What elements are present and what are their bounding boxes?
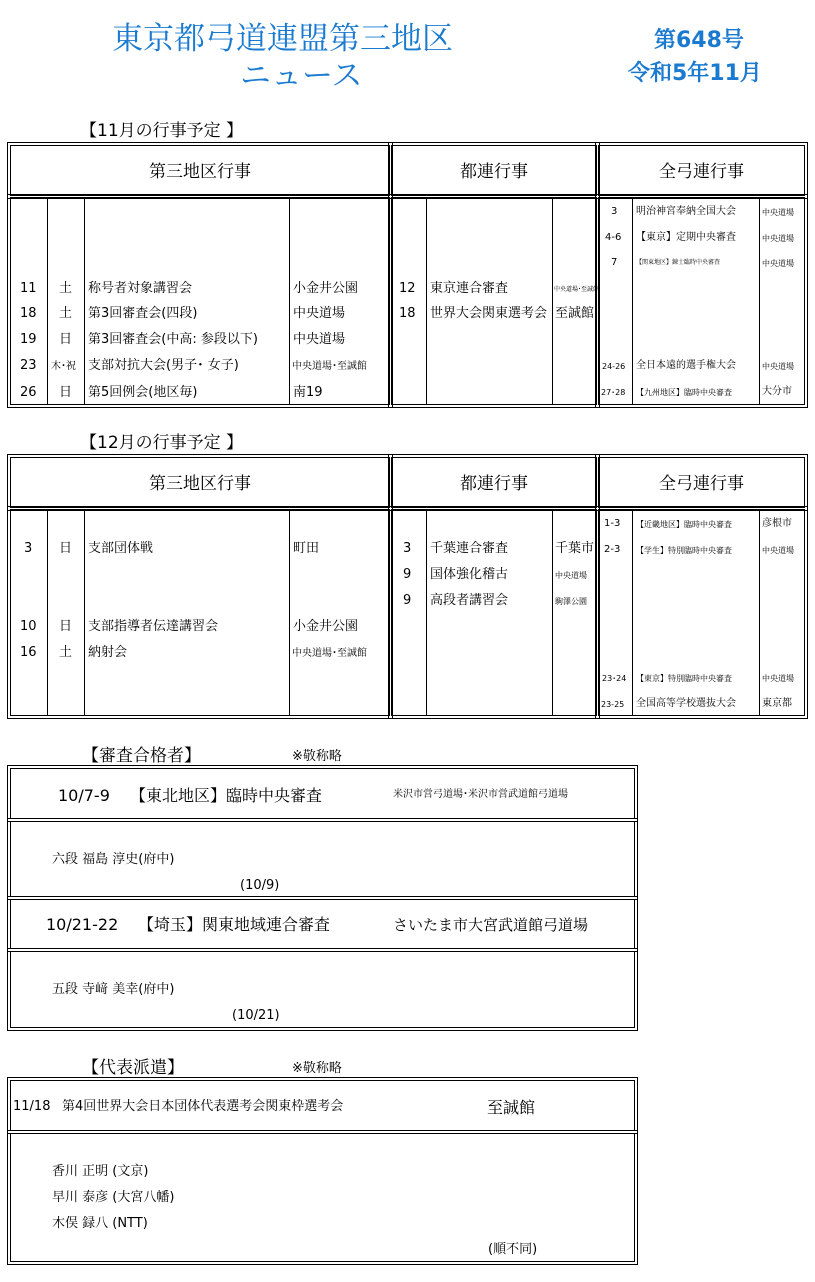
row-event: 全日本遠的選手権大会 [636, 360, 736, 371]
row-day: 23 [20, 358, 37, 373]
row-place: 町田 [293, 541, 320, 556]
nov-heading: 【11月の行事予定 】 [80, 121, 244, 141]
row-dow: 土 [59, 281, 73, 296]
issue-date: 令和5年11月 [628, 61, 762, 86]
row-day: 10 [20, 619, 37, 634]
exam-block-2-person: 五段 寺﨑 美幸(府中) [52, 982, 175, 997]
row-dow: 木･祝 [51, 361, 76, 372]
row-place: 中央道場 [293, 332, 346, 347]
row-day: 27･28 [601, 388, 626, 397]
newsletter-title-line1: 東京都弓道連盟第三地区 [112, 21, 453, 57]
row-place: 南19 [293, 385, 323, 400]
rep-date: 11/18 [13, 1099, 51, 1114]
row-day: 11 [20, 281, 37, 296]
newsletter-title-line2: ニュース [240, 58, 363, 94]
row-event: 世界大会関東選考会 [430, 306, 548, 321]
row-day: 3 [403, 541, 412, 556]
dec-col-national-header: 全弓連行事 [659, 474, 744, 494]
row-event: 国体強化稽古 [430, 567, 509, 582]
row-day: 7 [611, 257, 618, 268]
row-day: 23･24 [602, 674, 627, 683]
row-event: 東京連合審査 [430, 281, 509, 296]
row-event: 【近畿地区】臨時中央審査 [636, 520, 732, 529]
row-day: 23-25 [601, 700, 625, 709]
exam-block-1-title: 【東北地区】臨時中央審査 [130, 786, 323, 805]
row-place: 中央道場 [293, 306, 346, 321]
row-day: 24-26 [602, 362, 626, 371]
row-place: 中央道場 [762, 362, 794, 371]
nov-col-national-header: 全弓連行事 [659, 162, 744, 182]
row-day: 3 [24, 541, 33, 556]
row-place: 駒澤公園 [555, 597, 587, 606]
row-event: 支部団体戦 [88, 541, 154, 556]
exam-heading: 【審査合格者】 [82, 746, 201, 766]
dec-col-local-header: 第三地区行事 [149, 474, 251, 494]
row-place: 彦根市 [762, 518, 792, 529]
row-place: 小金井公園 [293, 281, 359, 296]
exam-block-1-venue: 米沢市営弓道場･米沢市営武道館弓道場 [393, 789, 568, 800]
exam-block-2-venue: さいたま市大宮武道館弓道場 [393, 916, 589, 934]
row-place: 中央道場 [762, 674, 794, 683]
rep-person: 香川 正明 (文京) [52, 1164, 149, 1179]
row-place: 中央道場･至誠館 [554, 286, 600, 293]
row-day: 3 [611, 206, 618, 217]
row-event: 千葉連合審査 [430, 541, 509, 556]
issue-number: 第648号 [654, 28, 744, 53]
row-event: 支部指導者伝達講習会 [88, 619, 219, 634]
dec-heading: 【12月の行事予定 】 [80, 433, 244, 453]
nov-col-metro-header: 都連行事 [460, 162, 528, 182]
row-dow: 日 [59, 619, 73, 634]
row-event: 称号者対象講習会 [88, 281, 193, 296]
row-place: 中央道場 [762, 234, 794, 243]
row-dow: 日 [59, 385, 73, 400]
row-day: 12 [399, 281, 416, 296]
row-event: 【九州地区】臨時中央審査 [636, 388, 732, 397]
row-place: 中央道場 [762, 259, 794, 268]
row-place: 中央道場 [762, 208, 794, 217]
row-dow: 日 [59, 541, 73, 556]
row-event: 支部対抗大会(男子･ 女子) [88, 358, 239, 373]
row-event: 高段者講習会 [430, 593, 509, 608]
row-place: 中央道場 [762, 546, 794, 555]
row-event: 【学生】特別臨時中央審査 [636, 546, 732, 555]
row-day: 26 [20, 385, 37, 400]
row-place: 千葉市 [555, 541, 595, 556]
exam-block-2-title: 【埼玉】関東地域連合審査 [138, 915, 331, 934]
row-place: 中央道場 [555, 571, 587, 580]
row-event: 【東京】定期中央審査 [636, 232, 736, 243]
row-day: 18 [399, 306, 416, 321]
rep-note: ※敬称略 [292, 1061, 342, 1076]
row-event: 第3回審査会(四段) [88, 306, 198, 321]
row-day: 18 [20, 306, 37, 321]
row-event: 明治神宮奉納全国大会 [636, 206, 736, 217]
row-day: 9 [403, 593, 412, 608]
exam-block-1-person: 六段 福島 淳史(府中) [52, 852, 175, 867]
row-place: 大分市 [762, 386, 792, 397]
row-place: 東京都 [762, 698, 792, 709]
exam-block-2-date: 10/21-22 [46, 915, 119, 934]
row-event: 【関東地区】錬士臨時中央審査 [636, 259, 721, 266]
dec-col-metro-header: 都連行事 [460, 474, 528, 494]
row-dow: 日 [59, 332, 73, 347]
row-day: 4-6 [605, 232, 622, 243]
row-place: 中央道場･至誠館 [292, 361, 367, 372]
rep-title: 第4回世界大会日本団体代表選考会関東枠選考会 [62, 1099, 344, 1114]
exam-block-2-subdate: (10/21) [232, 1008, 280, 1023]
exam-block-1-subdate: (10/9) [240, 878, 280, 893]
row-day: 2-3 [604, 544, 621, 555]
row-day: 19 [20, 332, 37, 347]
row-place: 中央道場･至誠館 [292, 648, 367, 659]
row-event: 全国高等学校選抜大会 [636, 698, 736, 709]
exam-block-1-date: 10/7-9 [58, 786, 110, 805]
row-event: 納射会 [88, 645, 128, 660]
row-event: 第3回審査会(中高: 参段以下) [88, 332, 258, 347]
row-dow: 土 [59, 306, 73, 321]
row-dow: 土 [59, 645, 73, 660]
rep-person: 早川 泰彦 (大宮八幡) [52, 1190, 175, 1205]
row-place: 小金井公園 [293, 619, 359, 634]
nov-col-local-header: 第三地区行事 [149, 162, 251, 182]
row-day: 9 [403, 567, 412, 582]
rep-venue: 至誠館 [487, 1098, 536, 1117]
row-event: 【東京】特別臨時中央審査 [636, 674, 732, 683]
row-day: 16 [20, 645, 37, 660]
rep-heading: 【代表派遣】 [82, 1058, 184, 1078]
exam-note: ※敬称略 [292, 749, 342, 764]
row-day: 1-3 [604, 518, 621, 529]
rep-order-note: (順不同) [488, 1242, 538, 1257]
row-event: 第5回例会(地区毎) [88, 385, 198, 400]
row-place: 至誠館 [555, 306, 595, 321]
rep-person: 木俣 録八 (NTT) [52, 1216, 148, 1231]
